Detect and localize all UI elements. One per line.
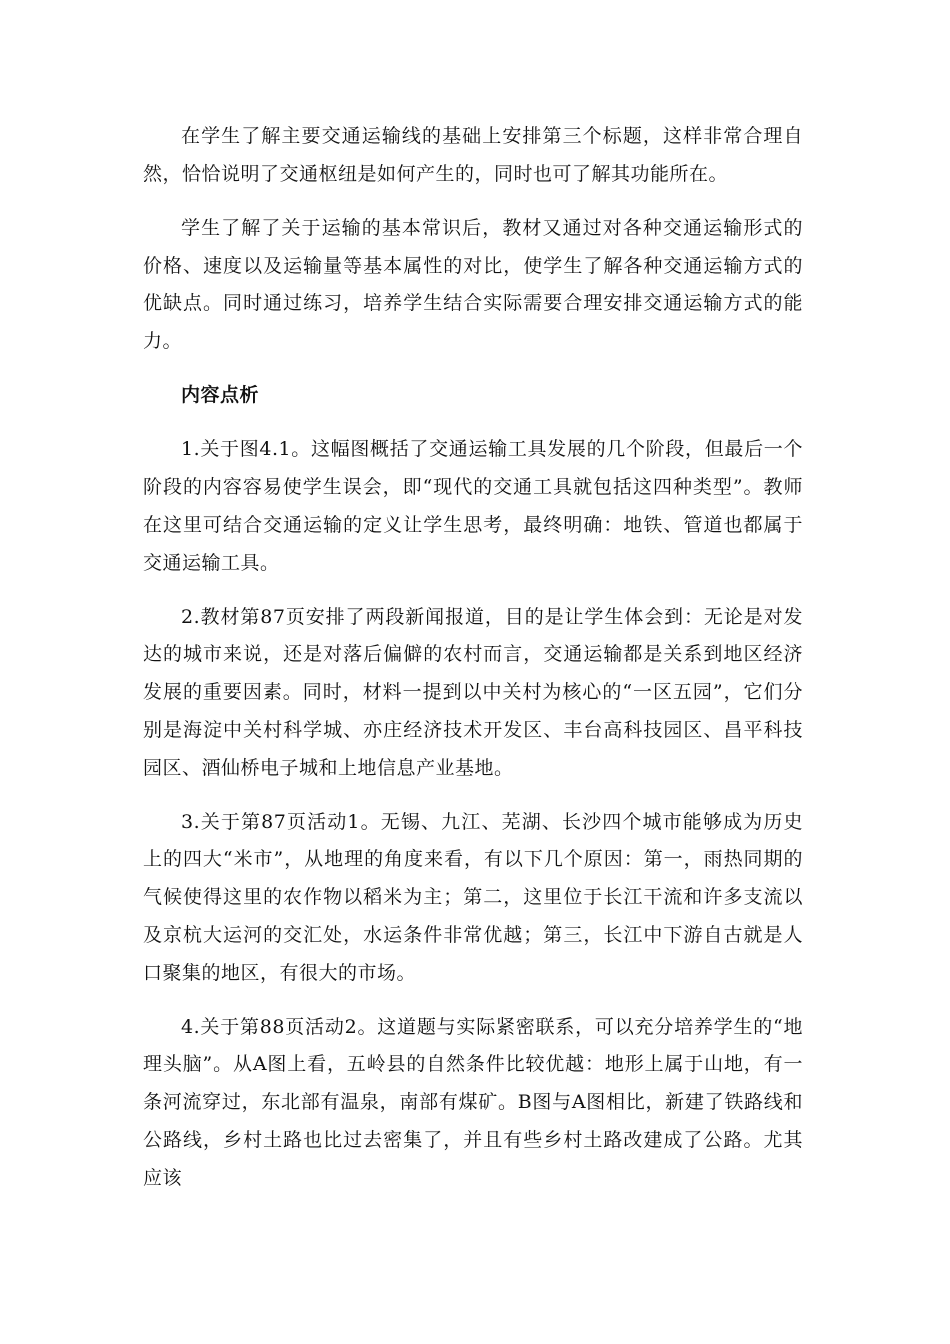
point-paragraph-2: 2.教材第87页安排了两段新闻报道，目的是让学生体会到：无论是对发达的城市来说，还是对落后偏僻的农村而言，交通运输都是关系到地区经济发展的重要因素。同时，材料一提到以中关村为核心的“一区五园”，它们分别是海淀中关村科学城、亦庄经济技术开发区、丰台高科技园区、昌平科技园区、酒仙桥电子城和上地信息产业基地。 xyxy=(143,605,803,779)
intro-paragraph-1: 在学生了解主要交通运输线的基础上安排第三个标题，这样非常合理自然，恰恰说明了交通枢纽是如何产生的，同时也可了解其功能所在。 xyxy=(143,125,803,185)
point-paragraph-1: 1.关于图4.1。这幅图概括了交通运输工具发展的几个阶段，但最后一个阶段的内容容易使学生误会，即“现代的交通工具就包括这四种类型”。教师在这里可结合交通运输的定义让学生思考，最终明确：地铁、管道也都属于交通运输工具。 xyxy=(143,438,803,574)
intro-paragraph-2: 学生了解了关于运输的基本常识后，教材又通过对各种交通运输形式的价格、速度以及运输量等基本属性的对比，使学生了解各种交通运输方式的优缺点。同时通过练习，培养学生结合实际需要合理安排交通运输方式的能力。 xyxy=(143,216,803,353)
point-paragraph-3: 3.关于第87页活动1。无锡、九江、芜湖、长沙四个城市能够成为历史上的四大“米市”，从地理的角度来看，有以下几个原因：第一，雨热同期的气候使得这里的农作物以稻米为主；第二，这里位于长江干流和许多支流以及京杭大运河的交汇处，水运条件非常优越；第三，长江中下游自古就是人口聚集的地区，有很大的市场。 xyxy=(143,810,803,984)
document-body xyxy=(143,118,803,1197)
point-paragraph-4: 4.关于第88页活动2。这道题与实际紧密联系，可以充分培养学生的“地理头脑”。从A图上看，五岭县的自然条件比较优越：地形上属于山地，有一条河流穿过，东北部有温泉，南部有煤矿。B图与A图相比，新建了铁路线和公路线，乡村土路也比过去密集了，并且有些乡村土路改建成了公路。尤其应该 xyxy=(143,1015,803,1189)
section-heading: 内容点析 xyxy=(181,384,260,407)
